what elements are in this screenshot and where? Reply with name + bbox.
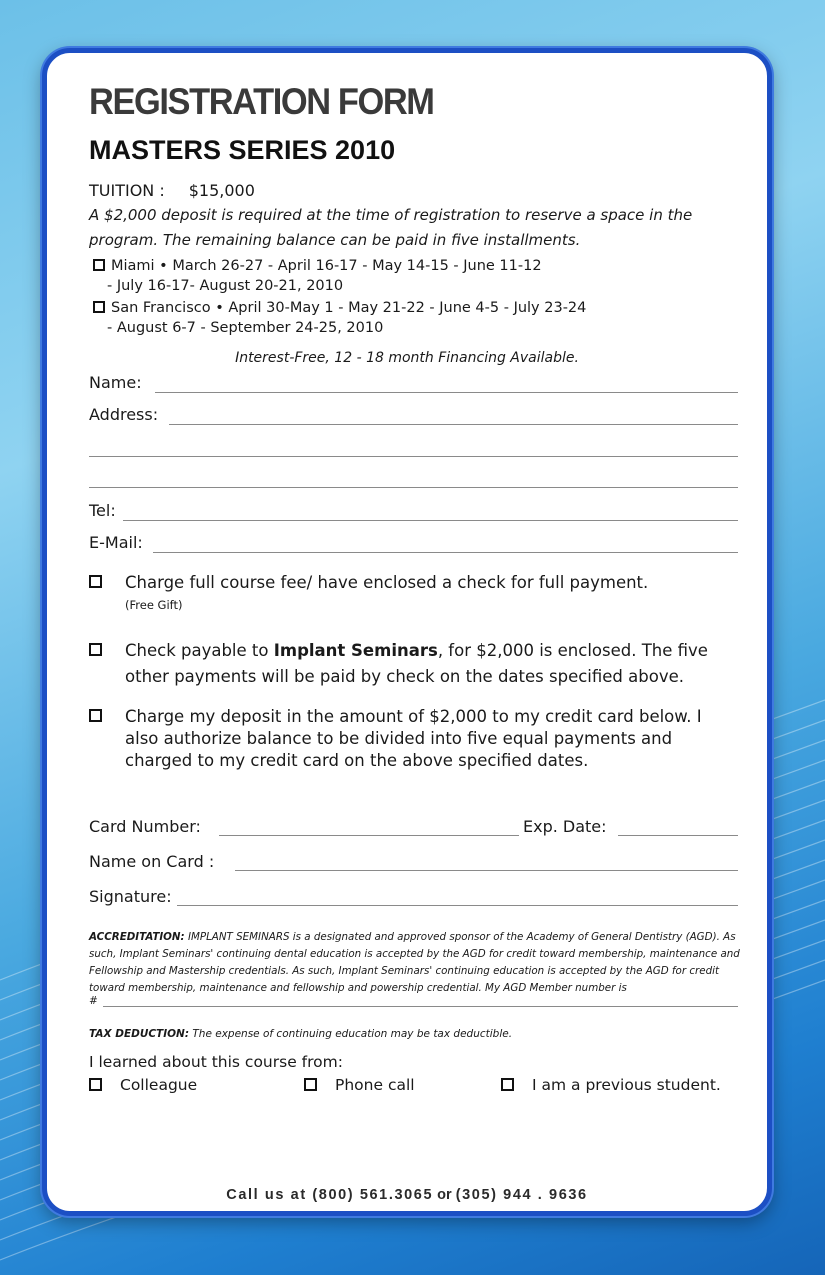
email-label: E-Mail: [89, 533, 143, 552]
name-on-card-label: Name on Card : [89, 852, 215, 871]
financing-note: Interest-Free, 12 - 18 month Financing Available. [235, 350, 579, 366]
form-title: REGISTRATION FORM [89, 81, 434, 122]
address-input-line-3[interactable] [89, 487, 738, 488]
full-payment-label: Charge full course fee/ have enclosed a check for full payment. [125, 573, 649, 592]
san-francisco-dates-line1: San Francisco • April 30-May 1 - May 21-22 - June 4-5 - July 23-24 [111, 300, 587, 316]
phone-call-label: Phone call [335, 1076, 415, 1094]
credit-payment-label-line3: charged to my credit card on the above specified dates. [125, 751, 589, 770]
credit-payment-checkbox-icon[interactable] [89, 709, 102, 722]
contact-phone-line: Call us at (800) 561.3065 or (305) 944 . 9636 [226, 1187, 588, 1203]
phone-number-1[interactable]: (800) 561.3065 [312, 1187, 434, 1203]
learned-about-label: I learned about this course from: [89, 1053, 343, 1071]
free-gift-note: (Free Gift) [125, 598, 183, 612]
email-input-line[interactable] [153, 552, 738, 553]
location-miami[interactable] [93, 258, 542, 274]
colleague-label: Colleague [120, 1076, 198, 1094]
full-payment-checkbox-icon[interactable] [89, 575, 102, 588]
tel-input-line[interactable] [123, 520, 738, 521]
accreditation-text: ACCREDITATION: IMPLANT SEMINARS is a designated and approved sponsor of the Academy of General Dentistry (AGD). As such, Implant Seminars' continuing dental education is accepted by the AGD for credit toward membership, maintenance and Fellowship and Mastership credentials. As such, Implant Seminars' continuing education is accepted by the AGD for credit toward membership, maintenance and fellowship and powership credential. My AGD Member number is [89, 931, 740, 994]
miami-dates-line2: - July 16-17- August 20-21, 2010 [107, 278, 344, 294]
phone-call-checkbox-icon[interactable] [304, 1078, 317, 1091]
exp-date-label: Exp. Date: [523, 817, 607, 836]
deposit-text-line2: program. The remaining balance can be paid in five installments. [89, 231, 581, 249]
san-francisco-checkbox-icon[interactable] [93, 301, 105, 313]
san-francisco-dates-line2: - August 6-7 - September 24-25, 2010 [107, 320, 384, 336]
deposit-text-line1: A $2,000 deposit is required at the time of registration to reserve a space in the [89, 206, 693, 224]
tel-label: Tel: [89, 501, 116, 520]
previous-student-label: I am a previous student. [532, 1076, 721, 1094]
miami-checkbox-icon[interactable] [93, 259, 105, 271]
signature-label: Signature: [89, 887, 172, 906]
check-payment-label-line2: other payments will be paid by check on the dates specified above. [125, 667, 684, 686]
address-label: Address: [89, 405, 159, 424]
card-number-label: Card Number: [89, 817, 201, 836]
check-payment-checkbox-icon[interactable] [89, 643, 102, 656]
colleague-checkbox-icon[interactable] [89, 1078, 102, 1091]
source-option-previous-student[interactable] [501, 1076, 721, 1094]
agd-number-hash: # [89, 995, 98, 1007]
tuition-line [89, 181, 255, 200]
address-input-line-2[interactable] [89, 456, 738, 457]
phone-number-2[interactable]: (305) 944 . 9636 [455, 1187, 588, 1203]
address-input-line[interactable] [169, 424, 738, 425]
tax-deduction-text: TAX DEDUCTION: The expense of continuing education may be tax deductible. [89, 1028, 513, 1040]
agd-member-number-input-line[interactable] [103, 1006, 738, 1007]
previous-student-checkbox-icon[interactable] [501, 1078, 514, 1091]
name-input-line[interactable] [155, 392, 738, 393]
credit-payment-label-line2: also authorize balance to be divided into five equal payments and [125, 729, 673, 748]
name-on-card-input-line[interactable] [235, 870, 738, 871]
tuition-amount: $15,000 [188, 181, 255, 200]
check-payment-label-line1: Check payable to Implant Seminars, for $2,000 is enclosed. The five [125, 641, 708, 660]
tuition-label: TUITION : [89, 181, 165, 200]
source-option-phone-call[interactable] [304, 1076, 415, 1094]
miami-dates-line1: Miami • March 26-27 - April 16-17 - May 14-15 - June 11-12 [111, 258, 542, 274]
signature-input-line[interactable] [177, 905, 738, 906]
location-san-francisco[interactable] [93, 300, 586, 316]
form-subtitle: MASTERS SERIES 2010 [89, 135, 396, 165]
card-number-input-line[interactable] [219, 835, 519, 836]
credit-payment-label-line1: Charge my deposit in the amount of $2,000 to my credit card below. I [125, 707, 702, 726]
source-option-colleague[interactable] [89, 1076, 197, 1094]
registration-form-card [42, 48, 772, 1216]
exp-date-input-line[interactable] [618, 835, 738, 836]
name-label: Name: [89, 373, 142, 392]
